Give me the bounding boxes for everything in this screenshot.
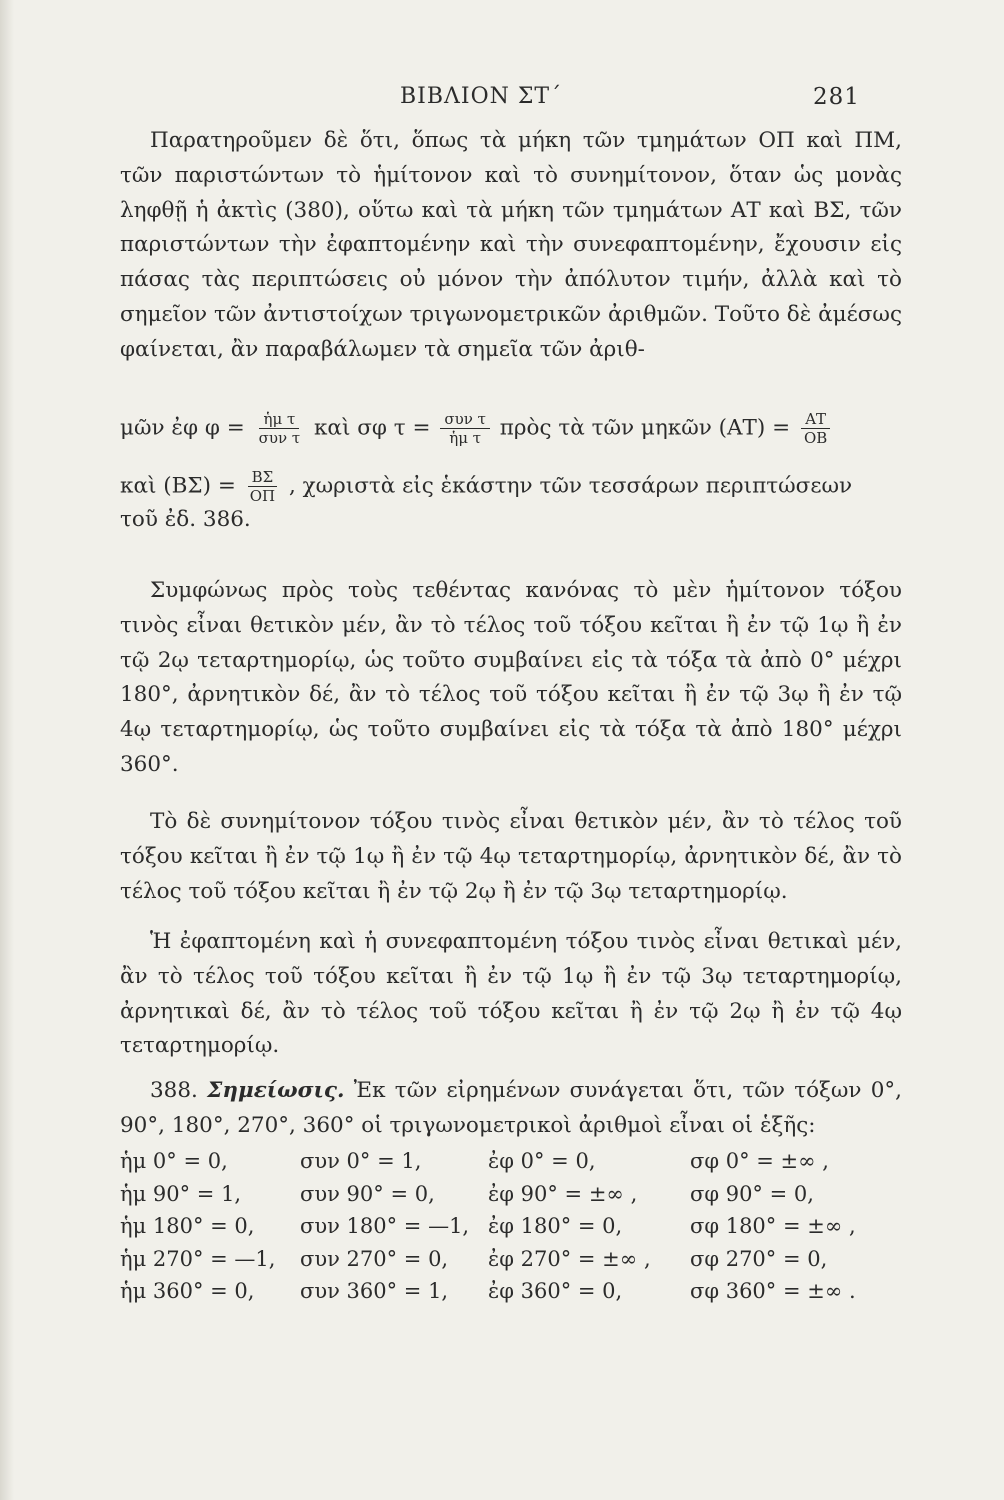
table-cell: ἐφ 360° = 0, xyxy=(488,1279,623,1303)
running-header xyxy=(0,84,1004,118)
fraction-denominator: συν τ xyxy=(258,429,301,447)
formula-prefix: μῶν ἐφ φ = xyxy=(120,415,245,441)
formula-line-2 xyxy=(120,468,902,558)
table-cell: ἡμ 270° = —1, xyxy=(120,1246,276,1271)
fraction-numerator: ΑΤ xyxy=(801,410,830,429)
table-row xyxy=(120,1210,902,1243)
table-cell: ἐφ 180° = 0, xyxy=(488,1214,623,1238)
paragraph-2: Συμφώνως πρὸς τοὺς τεθέντας κανόνας τὸ μὲν ἡμίτονον τόξου τινὸς εἶναι θετικὸν μέν, ἂν τὸ τέλος τοῦ τόξου κεῖται ἢ ἐν τῷ 1ῳ ἢ ἐν τῷ 2ῳ τεταρτημορίῳ, ὡς τοῦτο συμβαίνει εἰς τὰ τόξα τὰ ἀπὸ 0° μέχρι 180°, ἀρνητικὸν δέ, ἂν τὸ τέλος τοῦ τόξου κεῖται ἢ ἐν τῷ 3ῳ ἢ ἐν τῷ 4ῳ τεταρτημορίῳ, ὡς τοῦτο συμβαίνει εἰς τὰ τόξα τὰ ἀπὸ 180° μέχρι 360°. xyxy=(120,578,902,777)
fraction-cot xyxy=(440,410,490,447)
table-row xyxy=(120,1243,902,1276)
fraction-bs-op xyxy=(246,468,279,505)
table-cell: συν 180° = —1, xyxy=(300,1214,470,1238)
table-cell: ἐφ 270° = ±∞ , xyxy=(488,1246,651,1271)
table-cell: σφ 360° = ±∞ . xyxy=(690,1279,856,1303)
formula-suffix: , χωριστὰ εἰς ἑκάστην τῶν τεσσάρων περιπτώσεων xyxy=(288,473,853,499)
header-title: ΒΙΒΛΙΟΝ ΣΤ΄ xyxy=(400,84,563,109)
formula-text: πρὸς τὰ τῶν μηκῶν (ΑΤ) = xyxy=(499,415,791,441)
table-cell: συν 90° = 0, xyxy=(300,1181,435,1206)
table-cell: ἡμ 0° = 0, xyxy=(120,1149,228,1173)
table-cell: ἡμ 360° = 0, xyxy=(120,1279,255,1303)
fraction-denominator: ΟΠ xyxy=(249,487,276,505)
section-label: Σημείωσις. xyxy=(207,1078,345,1103)
fraction-numerator: ἡμ τ xyxy=(259,410,299,429)
fraction-denominator: ἡμ τ xyxy=(449,429,482,447)
fraction-at-ob xyxy=(800,410,831,447)
table-cell: σφ 0° = ±∞ , xyxy=(690,1149,829,1173)
fraction-numerator: συν τ xyxy=(440,410,490,429)
table-cell: ἐφ 90° = ±∞ , xyxy=(488,1181,638,1206)
table-cell: σφ 90° = 0, xyxy=(690,1181,814,1206)
table-cell: ἡμ 180° = 0, xyxy=(120,1214,255,1238)
table-cell: συν 270° = 0, xyxy=(300,1246,449,1271)
paragraph-1: Παρατηροῦμεν δὲ ὅτι, ὅπως τὰ μήκη τῶν τμημάτων ΟΠ καὶ ΠΜ, τῶν παριστώντων τὸ ἡμίτονον καὶ τὸ συνημίτονον, ὅταν ὡς μονὰς ληφθῇ ἡ ἀκτὶς (380), οὕτω καὶ τὰ μήκη τῶν τμημάτων ΑΤ καὶ ΒΣ, τῶν παριστώντων τὴν ἐφαπτομένην καὶ τὴν συνεφαπτομένην, ἔχουσιν εἰς πάσας τὰς περιπτώσεις οὐ μόνον τὴν ἀπόλυτον τιμήν, ἀλλὰ καὶ τὸ σημεῖον τῶν ἀντιστοίχων τριγωνομετρικῶν ἀριθμῶν. Τοῦτο δὲ ἀμέσως φαίνεται, ἂν παραβάλωμεν τὰ σημεῖα τῶν ἀριθ- xyxy=(120,128,902,362)
formula-conjunction: καὶ σφ τ = xyxy=(313,415,431,441)
formula-continuation: τοῦ ἐδ. 386. xyxy=(120,507,251,532)
section-text: Ἐκ τῶν εἰρημένων συνάγεται ὅτι, τῶν τόξων 0°, 90°, 180°, 270°, 360° οἱ τριγωνομετρικοὶ ἀριθμοὶ εἶναι οἱ ἑξῆς: xyxy=(120,1078,903,1138)
table-cell: ἐφ 0° = 0, xyxy=(488,1149,596,1173)
section-number: 388. xyxy=(150,1078,198,1103)
table-row xyxy=(120,1145,902,1178)
table-cell: συν 360° = 1, xyxy=(300,1279,449,1303)
paragraph-4: Ἡ ἐφαπτομένη καὶ ἡ συνεφαπτομένη τόξου τινὸς εἶναι θετικαὶ μέν, ἂν τὸ τέλος τοῦ τόξου κεῖται ἢ ἐν τῷ 1ῳ ἢ ἐν τῷ 3ῳ τεταρτημορίῳ, ἀρνητικαὶ δέ, ἂν τὸ τέλος τοῦ τόξου κεῖται ἢ ἐν τῷ 2ῳ ἢ ἐν τῷ 4ῳ τεταρτημορίῳ. xyxy=(120,929,902,1059)
table-cell: ἡμ 90° = 1, xyxy=(120,1181,242,1206)
paragraph-5 xyxy=(120,1074,902,1144)
fraction-numerator: ΒΣ xyxy=(248,468,278,487)
fraction-tan xyxy=(255,410,305,447)
page-number: 281 xyxy=(813,84,860,110)
table-cell: σφ 270° = 0, xyxy=(690,1246,828,1271)
table-cell: συν 0° = 1, xyxy=(300,1149,422,1173)
table-row xyxy=(120,1178,902,1211)
fraction-denominator: ΟΒ xyxy=(803,429,828,447)
formula-prefix: καὶ (ΒΣ) = xyxy=(120,473,236,499)
table-row xyxy=(120,1275,902,1308)
paragraph-3: Τὸ δὲ συνημίτονον τόξου τινὸς εἶναι θετικὸν μέν, ἂν τὸ τέλος τοῦ τόξου κεῖται ἢ ἐν τῷ 1ῳ ἢ ἐν τῷ 4ῳ τεταρτημορίῳ, ἀρνητικὸν δέ, ἂν τὸ τέλος τοῦ τόξου κεῖται ἢ ἐν τῷ 2ῳ ἢ ἐν τῷ 3ῳ τεταρτημορίῳ. xyxy=(120,809,902,904)
trig-values-table xyxy=(120,1145,902,1308)
table-cell: σφ 180° = ±∞ , xyxy=(690,1214,856,1238)
page-edge-shadow xyxy=(0,0,14,1500)
